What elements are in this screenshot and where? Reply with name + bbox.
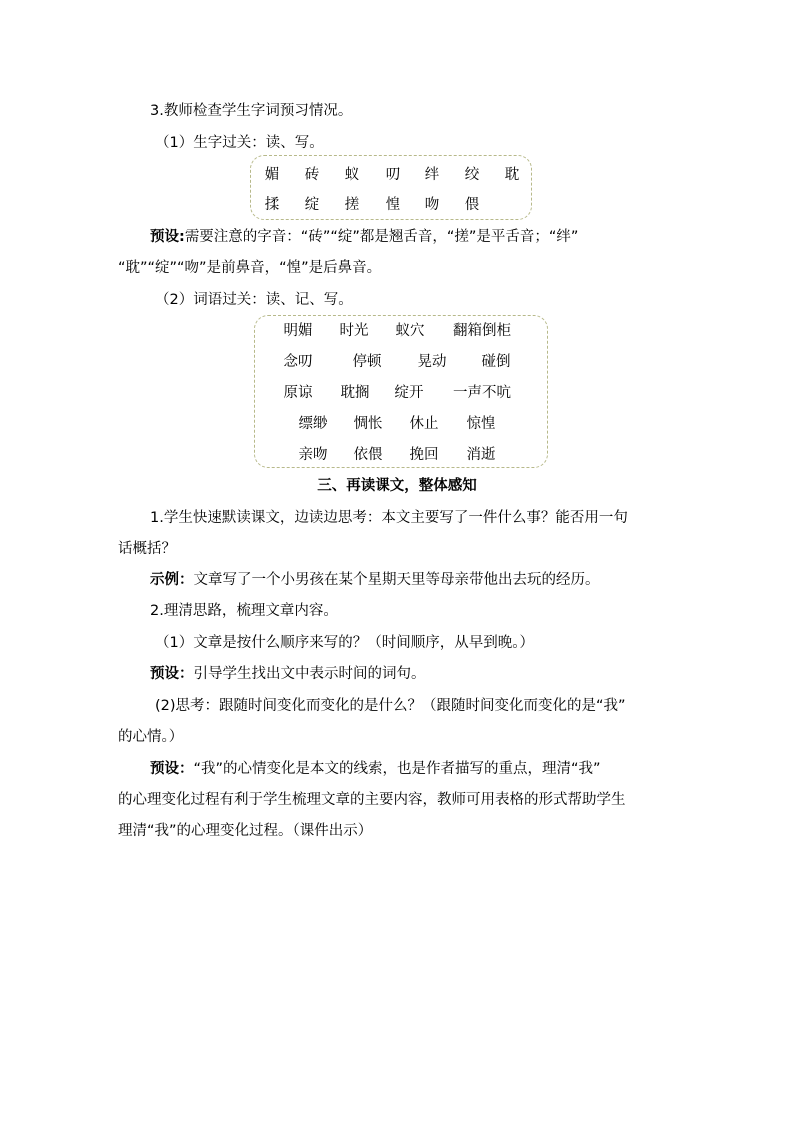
preset-mood-line1 [150, 759, 601, 779]
question-1-line1: 1.学生快速默读课文，边读边思考：本文主要写了一件什么事？能否用一句 [150, 510, 628, 526]
char-cell: 绽 [304, 197, 320, 213]
char-cell: 叨 [385, 167, 401, 183]
preset-label: 预设： [150, 666, 194, 682]
preset-mood-line2: 的心理变化过程有利于学生梳理文章的主要内容，教师可用表格的形式帮助学生 [118, 792, 626, 808]
word-cell: 亲吻 [298, 447, 328, 463]
char-cell: 蚁 [344, 167, 360, 183]
question-2-1: （1）文章是按什么顺序来写的？（时间顺序，从早到晚。） [155, 635, 534, 651]
preset-label: 预设: [150, 229, 185, 245]
char-cell: 惶 [385, 197, 401, 213]
example-answer [150, 570, 600, 590]
paragraph-new-chars: （1）生字过关：读、写。 [155, 135, 324, 151]
example-text: 文章写了一个小男孩在某个星期天里等母亲带他出去玩的经历。 [193, 572, 600, 588]
preset-text: 引导学生找出文中表示时间的词句。 [193, 666, 426, 682]
question-2-2-line2: 的心情。） [118, 729, 184, 745]
word-cell: 挽回 [409, 447, 439, 463]
word-cell: 明媚 [283, 323, 313, 339]
word-cell: 停顿 [352, 354, 382, 370]
char-cell: 偎 [464, 197, 480, 213]
preset-label: 预设： [150, 761, 194, 777]
word-cell: 耽搁 [340, 385, 370, 401]
word-cell: 原谅 [283, 385, 313, 401]
paragraph-words: （2）词语过关：读、记、写。 [155, 292, 353, 308]
word-cell: 碰倒 [481, 354, 511, 370]
char-cell: 绞 [464, 167, 480, 183]
char-cell: 搓 [344, 197, 360, 213]
preset-text: 需要注意的字音：“砖”“绽”都是翘舌音，“搓”是平舌音；“绊” [184, 229, 579, 245]
word-cell: 念叨 [283, 354, 313, 370]
word-cell: 消逝 [466, 447, 496, 463]
word-cell: 绽开 [394, 385, 424, 401]
word-cell: 休止 [409, 416, 439, 432]
preset-text: “我”的心情变化是本文的线索，也是作者描写的重点，理清“我” [193, 761, 601, 777]
section-title: 三、再读课文，整体感知 [317, 478, 477, 494]
word-cell: 一声不吭 [453, 385, 511, 401]
word-cell: 晃动 [417, 354, 447, 370]
char-cell: 揉 [264, 197, 280, 213]
paragraph-check-preview: 3.教师检查学生字词预习情况。 [150, 103, 353, 119]
char-cell: 绊 [424, 167, 440, 183]
char-cell: 砖 [304, 167, 320, 183]
word-cell: 惊惶 [466, 416, 496, 432]
question-2: 2.理清思路，梳理文章内容。 [150, 603, 338, 619]
question-1-line2: 话概括？ [118, 541, 176, 557]
word-cell: 翻箱倒柜 [453, 323, 511, 339]
word-cell: 惆怅 [353, 416, 383, 432]
preset-pronunciation-line1 [150, 227, 578, 247]
word-cell: 时光 [339, 323, 369, 339]
word-cell: 缥缈 [298, 416, 328, 432]
char-cell: 媚 [264, 167, 280, 183]
preset-time-words [150, 664, 426, 684]
preset-pronunciation-line2: “耽”“绽”“吻”是前鼻音，“惶”是后鼻音。 [118, 260, 382, 276]
example-label: 示例： [150, 572, 194, 588]
word-cell: 依偎 [353, 447, 383, 463]
question-2-2-line1: (2)思考：跟随时间变化而变化的是什么？（跟随时间变化而变化的是“我” [155, 698, 626, 714]
word-cell: 蚁穴 [395, 323, 425, 339]
char-cell: 吻 [424, 197, 440, 213]
preset-mood-line3: 理清“我”的心理变化过程。（课件出示） [118, 823, 373, 839]
char-cell: 耽 [504, 167, 520, 183]
